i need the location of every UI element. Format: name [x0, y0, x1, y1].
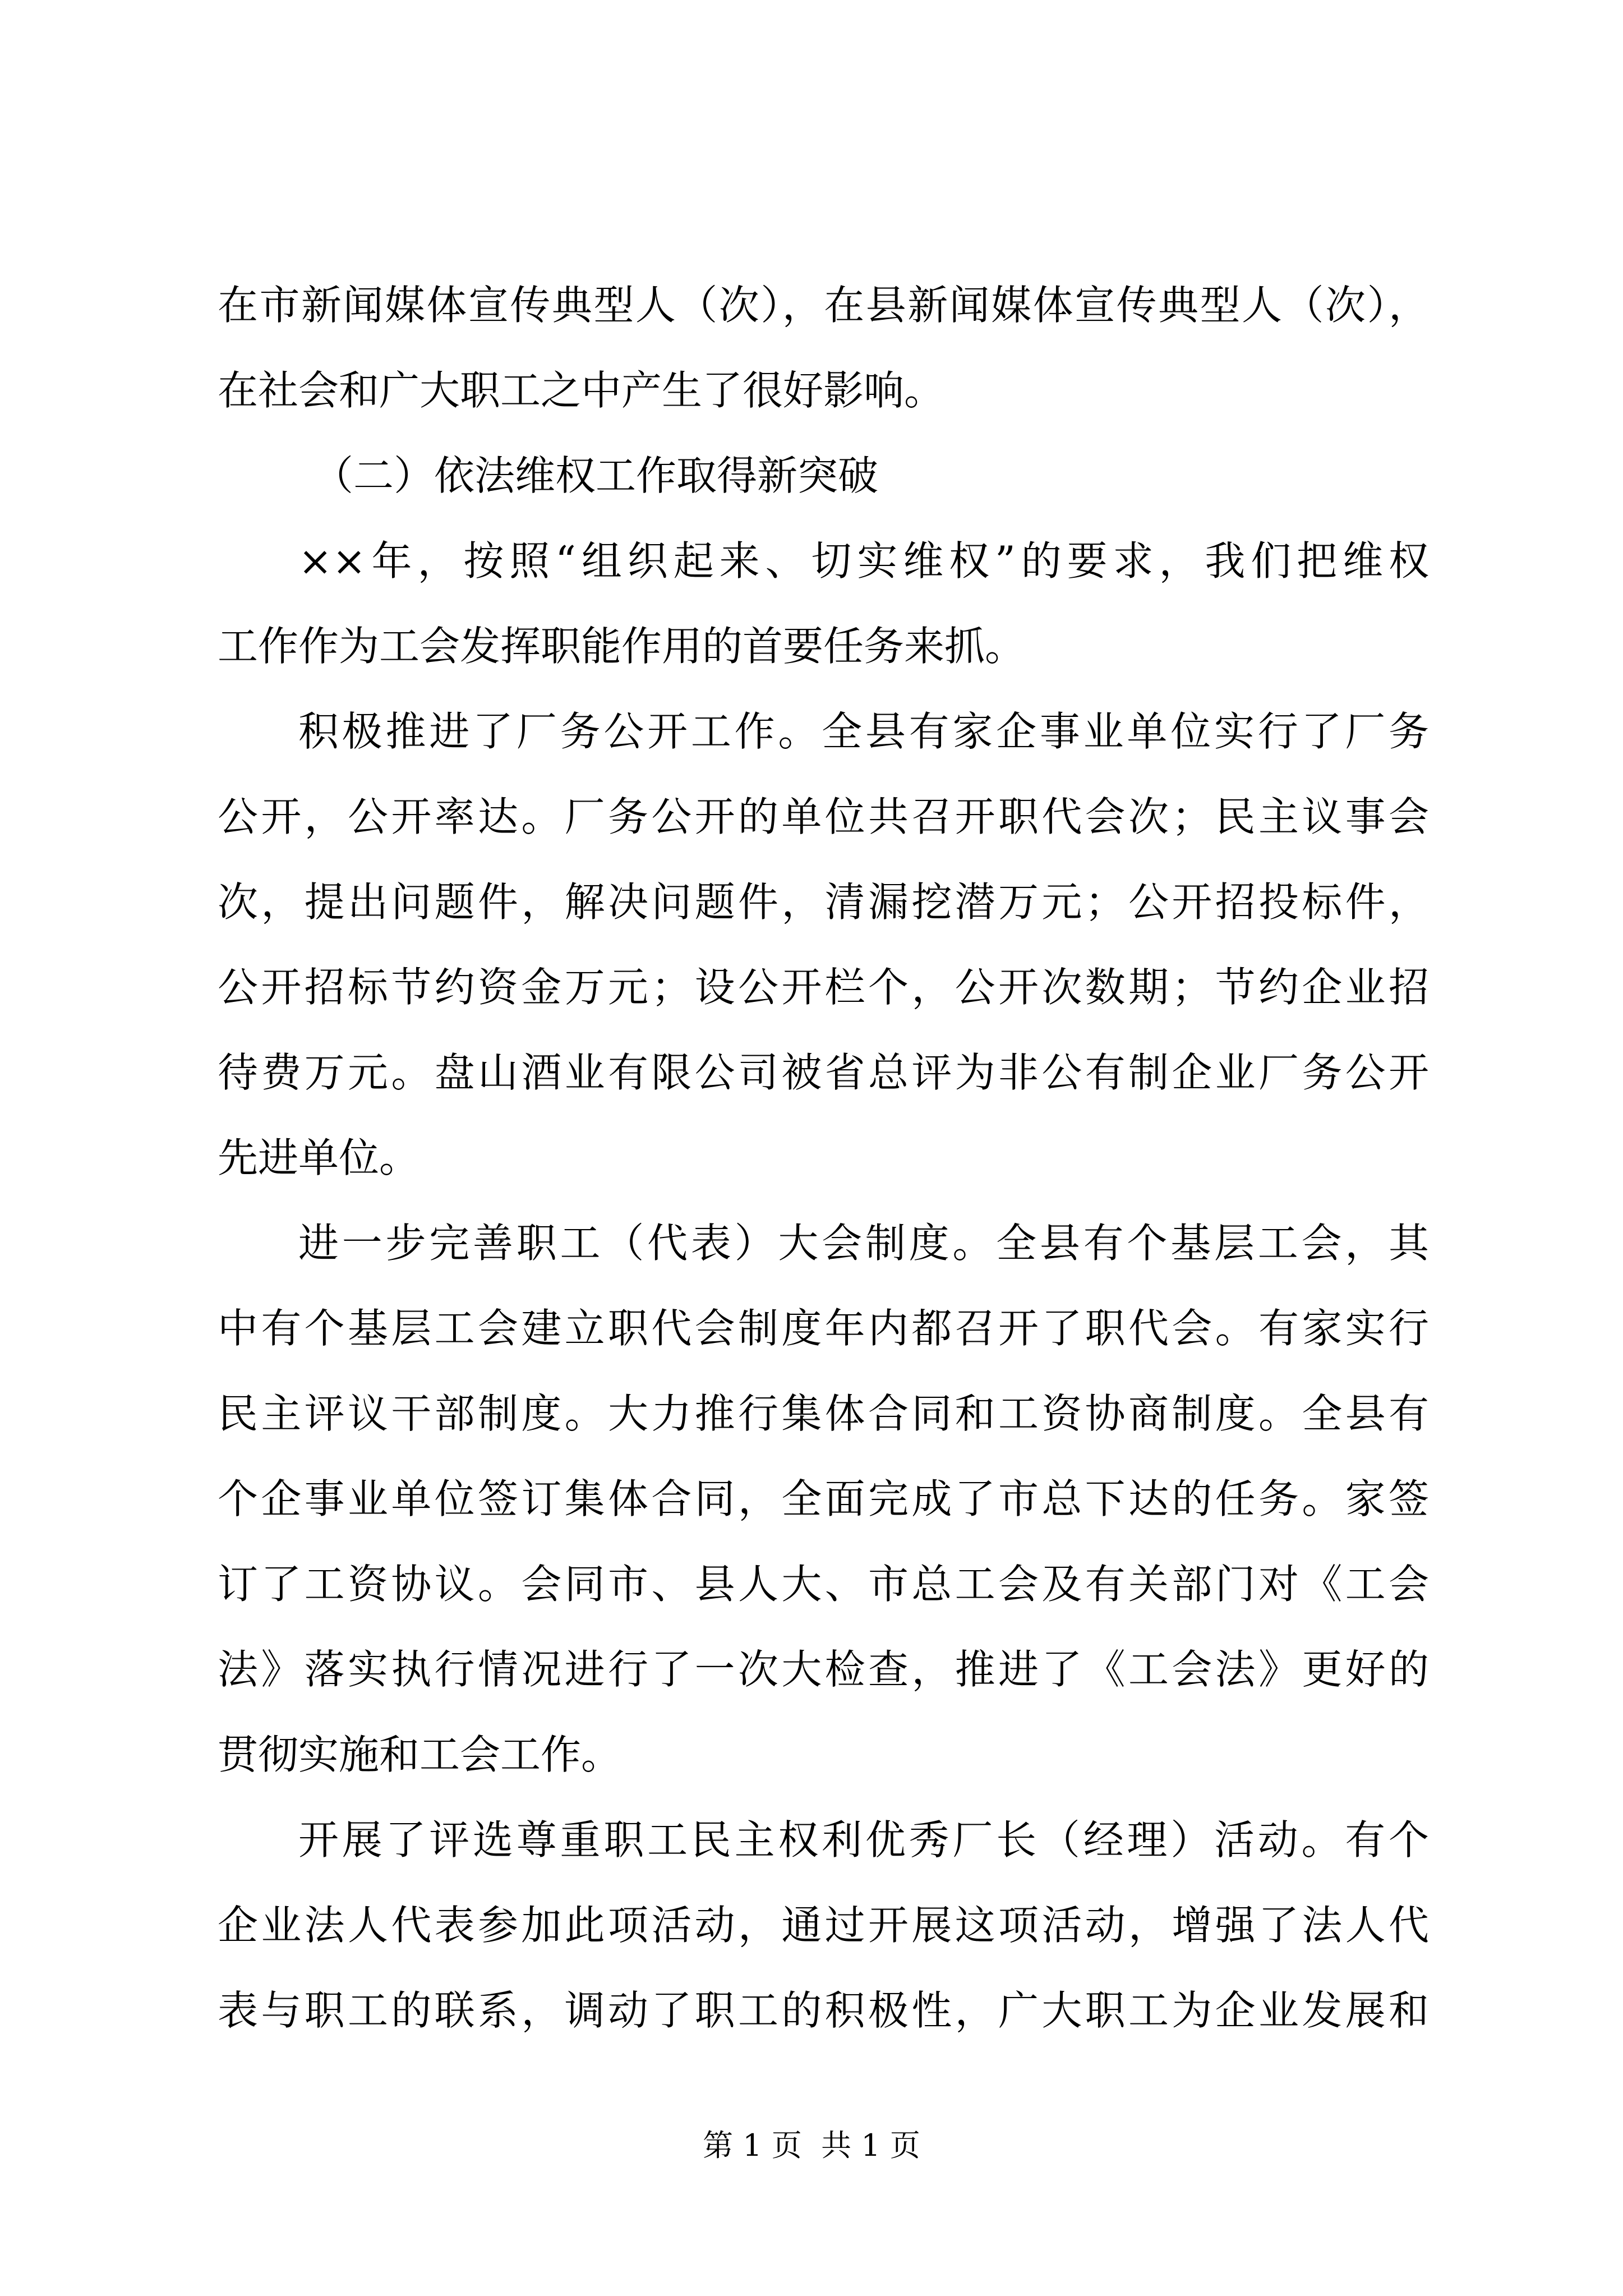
text-line: 开展了评选尊重职工民主权利优秀厂长（经理）活动。有个 [298, 1816, 1429, 1864]
paragraph-factory-affairs [218, 689, 1429, 1200]
text-line: 贯彻实施和工会工作。 [218, 1731, 622, 1778]
text-line: 法》落实执行情况进行了一次大检查，推进了《工会法》更好的 [218, 1646, 1429, 1693]
text-line: ××年，按照“组织起来、切实维权”的要求，我们把维权 [298, 537, 1429, 585]
text-line: 中有个基层工会建立职代会制度年内都召开了职代会。有家实行 [218, 1305, 1429, 1352]
text-line: 先进单位。 [218, 1134, 420, 1181]
page-footer [0, 2126, 1623, 2165]
page-number-label: 第 1 页 共 1 页 [703, 2128, 920, 2163]
text-line: 积极推进了厂务公开工作。全县有家企事业单位实行了厂务 [298, 708, 1429, 755]
paragraph-congress [218, 1200, 1429, 1797]
paragraph-managers [218, 1797, 1429, 2053]
paragraph-intro [218, 518, 1429, 689]
document-body [218, 263, 1429, 2053]
text-line: 订了工资协议。会同市、县人大、市总工会及有关部门对《工会 [218, 1561, 1429, 1608]
text-line: 民主评议干部制度。大力推行集体合同和工资协商制度。全县有 [218, 1390, 1429, 1437]
text-line: 在市新闻媒体宣传典型人（次），在县新闻媒体宣传典型人（次）， [218, 282, 1429, 329]
text-line: 工作作为工会发挥职能作用的首要任务来抓。 [218, 623, 1026, 670]
text-line: 企业法人代表参加此项活动，通过开展这项活动，增强了法人代 [218, 1902, 1429, 1949]
text-line: 待费万元。盘山酒业有限公司被省总评为非公有制企业厂务公开 [218, 1049, 1429, 1096]
text-line: 进一步完善职工（代表）大会制度。全县有个基层工会，其 [298, 1220, 1429, 1267]
text-line: 公开招标节约资金万元；设公开栏个，公开次数期；节约企业招 [218, 964, 1429, 1011]
text-line: 个企事业单位签订集体合同，全面完成了市总下达的任务。家签 [218, 1475, 1429, 1522]
section-heading [218, 433, 1429, 518]
text-line: 次，提出问题件，解决问题件，清漏挖潜万元；公开招投标件， [218, 878, 1429, 926]
text-line: 表与职工的联系，调动了职工的积极性，广大职工为企业发展和 [218, 1987, 1429, 2034]
section-heading-text: （二）依法维权工作取得新突破 [313, 452, 879, 499]
paragraph-continuation [218, 263, 1429, 433]
text-line: 在社会和广大职工之中产生了很好影响。 [218, 367, 945, 414]
text-line: 公开，公开率达。厂务公开的单位共召开职代会次；民主议事会 [218, 793, 1429, 840]
